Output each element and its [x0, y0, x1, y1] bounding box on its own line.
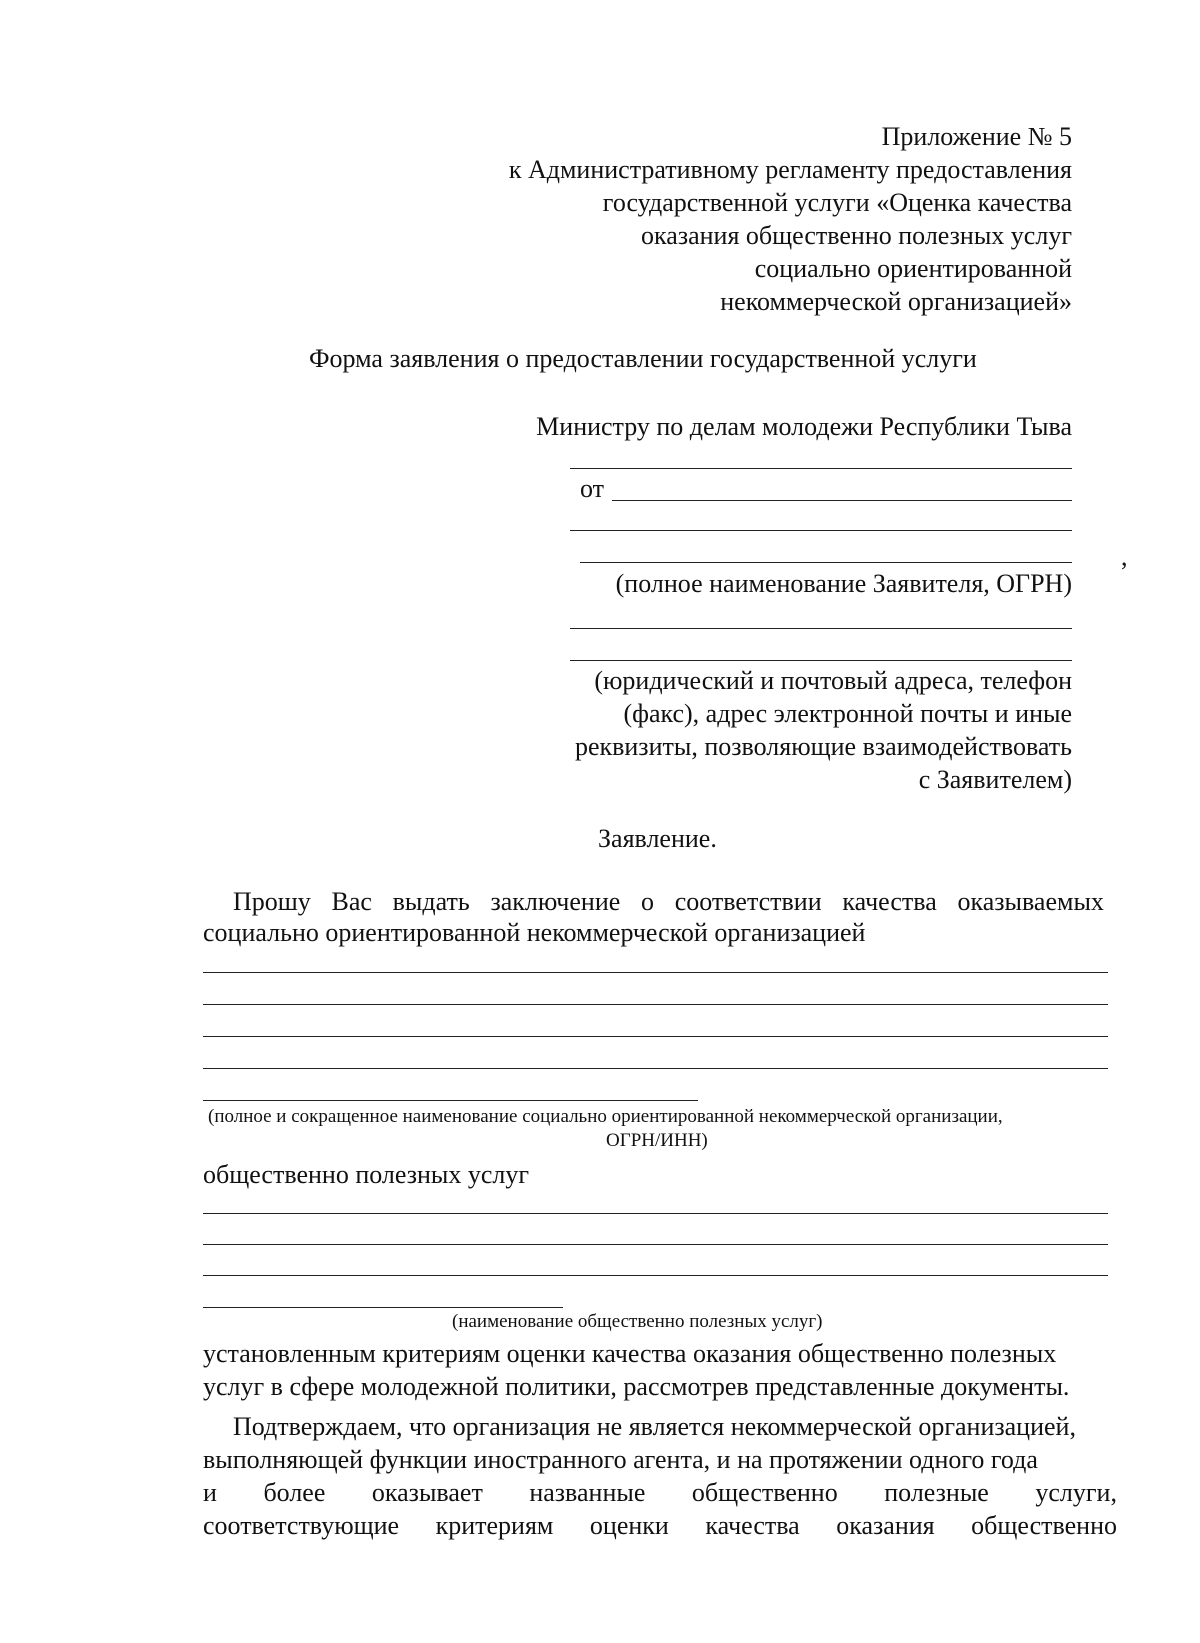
- word: общественно: [971, 1511, 1117, 1540]
- word: оценки: [589, 1511, 669, 1540]
- services-blank-line-2: [203, 1244, 1108, 1245]
- word: полезные: [884, 1478, 989, 1507]
- paragraph-2-line-2: услуг в сфере молодежной политики, рассмотрев представленные документы.: [203, 1372, 1070, 1401]
- appendix-number: Приложение № 5: [881, 122, 1072, 151]
- services-blank-line-4: [203, 1307, 563, 1308]
- contacts-caption-3: реквизиты, позволяющие взаимодействовать: [574, 732, 1072, 761]
- word: качества: [842, 887, 937, 916]
- services-blank-line-3: [203, 1275, 1108, 1276]
- word: критериям: [435, 1511, 554, 1540]
- services-caption: (наименование общественно полезных услуг): [452, 1311, 823, 1332]
- from-blank-line: [612, 500, 1072, 501]
- header-line-3: государственной услуги «Оценка качества: [602, 188, 1072, 217]
- applicant-caption: (полное наименование Заявителя, ОГРН): [615, 569, 1072, 598]
- paragraph-3-line-4: [203, 1509, 1117, 1542]
- paragraph-3-line-2: выполняющей функции иностранного агента, и на протяжении одного года: [203, 1445, 1038, 1474]
- word: оказания: [836, 1511, 935, 1540]
- addressee-to: Министру по делам молодежи Республики Тыва: [536, 412, 1072, 441]
- org-blank-line-5: [203, 1100, 698, 1101]
- services-label: общественно полезных услуг: [203, 1160, 530, 1189]
- address-blank-line-1: [570, 628, 1072, 629]
- word: услуги,: [1035, 1478, 1117, 1507]
- services-blank-line-1: [203, 1213, 1108, 1214]
- word: и: [203, 1478, 217, 1507]
- word: о: [641, 887, 654, 916]
- form-title: Форма заявления о предоставлении государственной услуги: [309, 344, 977, 373]
- org-caption-2: ОГРН/ИНН): [606, 1130, 708, 1151]
- addressee-blank-line-2: [570, 530, 1072, 531]
- word: Вас: [331, 887, 372, 916]
- paragraph-3-line-3: [203, 1476, 1117, 1509]
- word: оказываемых: [957, 887, 1104, 916]
- word: соответствии: [674, 887, 822, 916]
- word: оказывает: [371, 1478, 483, 1507]
- org-caption-1: (полное и сокращенное наименование социально ориентированной некоммерческой организации,: [208, 1106, 1003, 1127]
- header-line-5: социально ориентированной: [754, 254, 1072, 283]
- word: заключение: [490, 887, 621, 916]
- statement-title: Заявление.: [598, 824, 717, 853]
- word: Прошу: [233, 887, 311, 916]
- paragraph-2-line-1: установленным критериям оценки качества оказания общественно полезных: [203, 1339, 1057, 1368]
- org-blank-line-3: [203, 1036, 1108, 1037]
- contacts-caption-4: с Заявителем): [918, 765, 1072, 794]
- org-blank-line-4: [203, 1068, 1108, 1069]
- addressee-blank-line-1: [570, 468, 1072, 469]
- word: общественно: [691, 1478, 838, 1507]
- paragraph-3-line-1: Подтверждаем, что организация не является некоммерческой организацией,: [233, 1412, 1076, 1441]
- word: названные: [529, 1478, 646, 1507]
- header-line-2: к Административному регламенту предоставления: [508, 155, 1072, 184]
- address-blank-line-2: [570, 660, 1072, 661]
- header-line-6: некоммерческой организацией»: [720, 287, 1072, 316]
- word: качества: [705, 1511, 800, 1540]
- word: выдать: [392, 887, 470, 916]
- paragraph-1-line-1: [233, 885, 1104, 918]
- addressee-blank-line-3: [580, 562, 1072, 563]
- from-label: от: [580, 474, 605, 503]
- comma: ,: [1121, 542, 1128, 571]
- org-blank-line-2: [203, 1004, 1108, 1005]
- contacts-caption-1: (юридический и почтовый адреса, телефон: [594, 666, 1072, 695]
- word: соответствующие: [203, 1511, 400, 1540]
- word: более: [263, 1478, 326, 1507]
- paragraph-1-line-2: социально ориентированной некоммерческой организацией: [203, 918, 866, 947]
- contacts-caption-2: (факс), адрес электронной почты и иные: [623, 699, 1072, 728]
- header-line-4: оказания общественно полезных услуг: [641, 221, 1072, 250]
- org-blank-line-1: [203, 972, 1108, 973]
